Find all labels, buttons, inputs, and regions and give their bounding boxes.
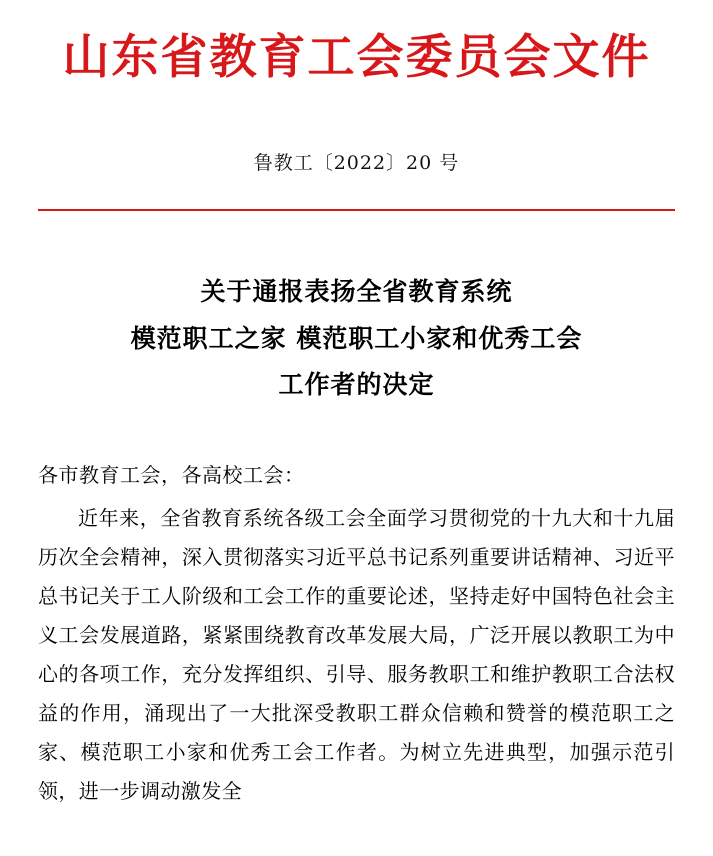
- subject-line-2: 模范职工之家 模范职工小家和优秀工会: [130, 323, 583, 353]
- salutation: 各市教育工会，各高校工会：: [38, 463, 305, 488]
- document-page: [0, 30, 713, 856]
- subject-line-1: 关于通报表扬全省教育系统: [200, 277, 513, 307]
- document-header-title: 山东省教育工会委员会文件: [62, 30, 651, 85]
- body-paragraph: 近年来，全省教育系统各级工会全面学习贯彻党的十九大和十九届历次全会精神，深入贯彻落实习近平总书记系列重要讲话精神、习近平总书记关于工人阶级和工会工作的重要论述，坚持走好中国特色社会主义工会发展道路，紧紧围绕教育改革发展大局，广泛开展以教职工为中心的各项工作，充分发挥组织、引导、服务教职工和维护教职工合法权益的作用，涌现出了一大批深受教职工群众信赖和赞誉的模范职工之家、模范职工小家和优秀工会工作者。为树立先进典型，加强示范引领，进一步调动激发全: [38, 506, 675, 804]
- document-number: 鲁教工〔2022〕20 号: [253, 152, 460, 175]
- red-divider-rule: [38, 209, 675, 211]
- subject-line-3: 工作者的决定: [278, 369, 435, 399]
- document-subject: [38, 269, 675, 408]
- body-paragraph-container: [38, 499, 675, 811]
